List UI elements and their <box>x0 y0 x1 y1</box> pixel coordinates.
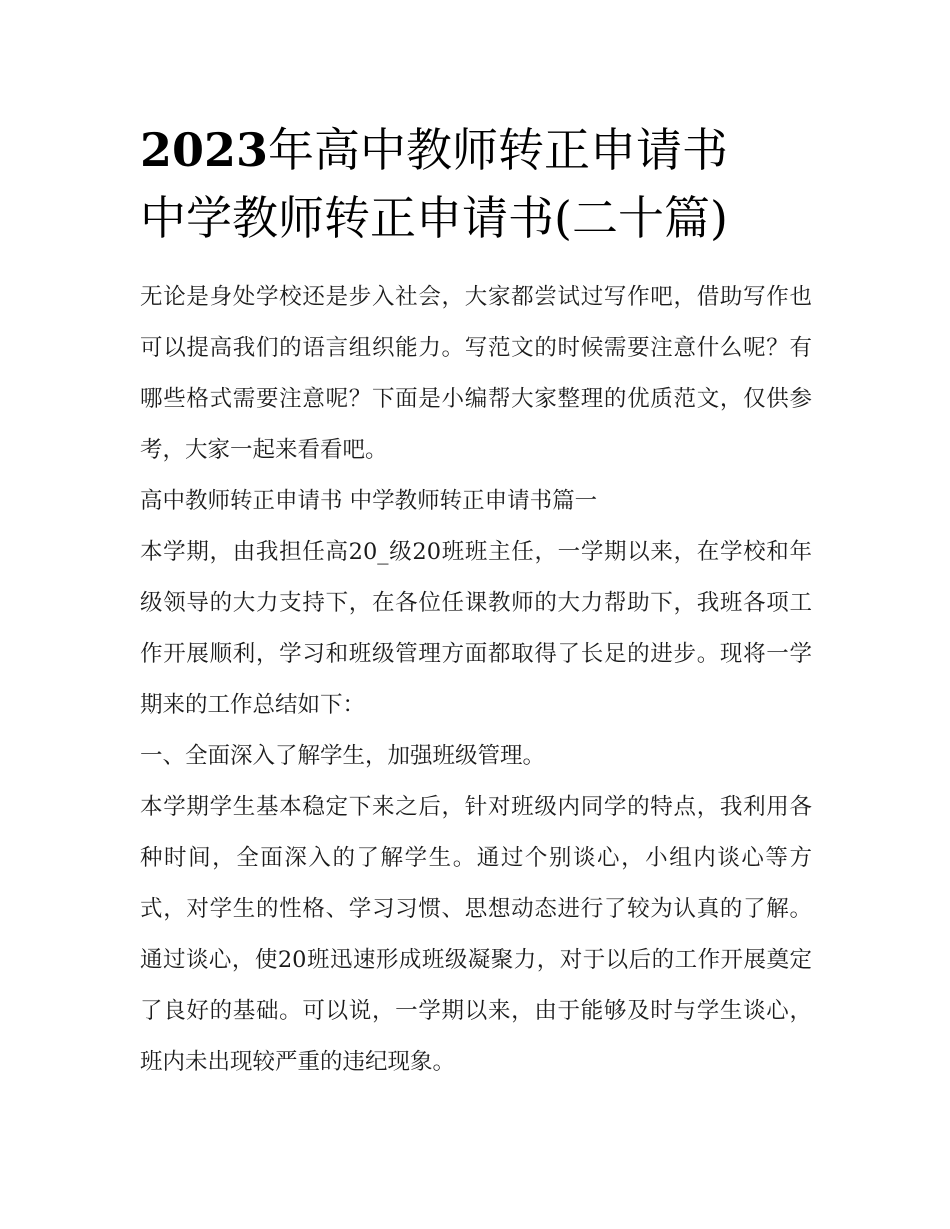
title-year: 2023 <box>140 123 269 177</box>
body-paragraph-1: 本学期，由我担任高20_级20班班主任，一学期以来，在学校和年级领导的大力支持下，在各位任课教师的大力帮助下，我班各项工作开展顺利，学习和班级管理方面都取得了长足的进步。现将一学期来的工作总结如下： <box>140 539 812 718</box>
section-heading: 高中教师转正申请书 中学教师转正申请书篇一 <box>140 488 598 514</box>
document-title-line-1 <box>140 118 812 182</box>
intro-paragraph: 无论是身处学校还是步入社会，大家都尝试过写作吧，借助写作也可以提高我们的语言组织能力。写范文的时候需要注意什么呢？有哪些格式需要注意呢？下面是小编帮大家整理的优质范文，仅供参考，大家一起来看看吧。 <box>140 284 812 463</box>
body-paragraph-2: 本学期学生基本稳定下来之后，针对班级内同学的特点，我利用各种时间，全面深入的了解学生。通过个别谈心，小组内谈心等方式，对学生的性格、学习习惯、思想动态进行了较为认真的了解。通过谈心，使20班迅速形成班级凝聚力，对于以后的工作开展奠定了良好的基础。可以说，一学期以来，由于能够及时与学生谈心，班内未出现较严重的违纪现象。 <box>140 794 812 1075</box>
document-body <box>140 118 812 1088</box>
document-title-line-2: 中学教师转正申请书(二十篇) <box>140 191 728 245</box>
subheading-1: 一、全面深入了解学生，加强班级管理。 <box>140 743 546 769</box>
title-line-1-text: 年高中教师转正申请书 <box>268 123 729 177</box>
